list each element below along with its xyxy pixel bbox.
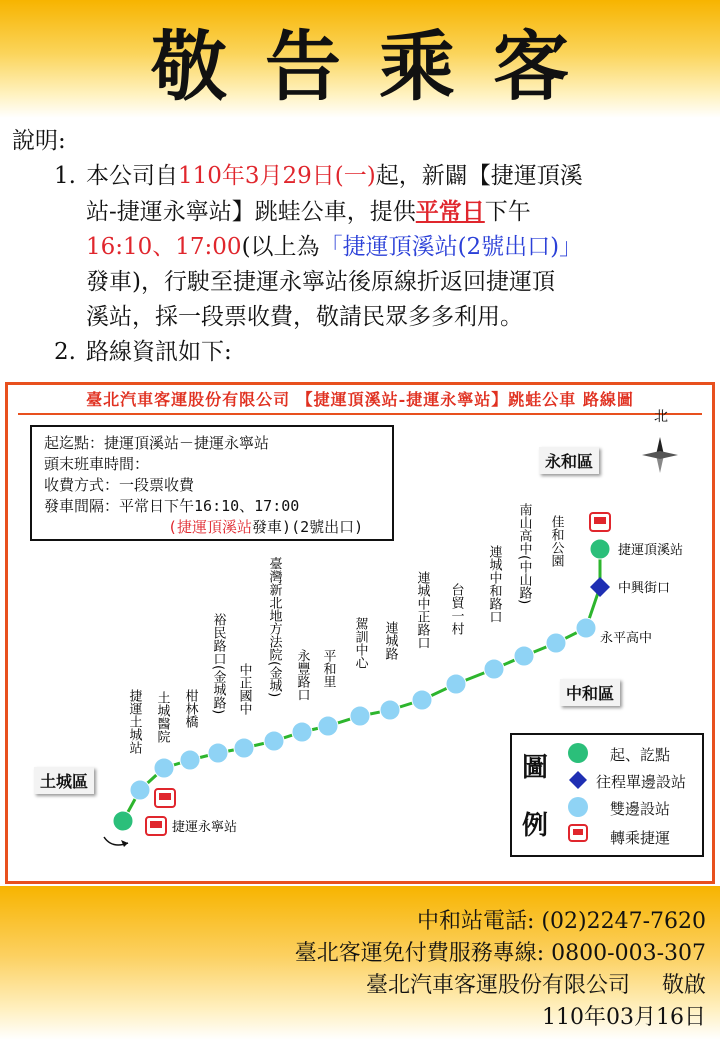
notice-line <box>86 194 712 230</box>
notice-item-1 <box>12 159 712 335</box>
mrt-icon <box>590 513 610 531</box>
legend-both: 雙邊設站 <box>610 800 671 818</box>
info-red: (捷運頂溪站 <box>168 518 253 536</box>
stop-label-dingxi: 捷運頂溪站 <box>618 543 684 558</box>
arrowhead-icon <box>121 840 128 847</box>
notice-item-2 <box>12 335 712 370</box>
stop-marker-liancheng <box>380 700 400 720</box>
notice-line <box>86 159 712 194</box>
stop-label-liancheng: 連城路 <box>382 621 398 660</box>
stop-label-yongping: 永平高中 <box>600 631 653 646</box>
start-date: 110年3月29日(一) <box>178 163 376 189</box>
mrt-transfer-icon-fill <box>573 829 583 835</box>
footer-banner <box>0 886 720 1040</box>
stop-marker-liancheng-zhongzheng <box>412 690 432 710</box>
stop-marker-yumin <box>208 743 228 763</box>
notice-line: 發車)，行駛至捷運永寧站後原線折返回捷運頂 <box>86 269 555 295</box>
info-rest: 發車)(2號出口) <box>252 518 364 536</box>
company-signoff <box>295 970 706 1002</box>
single-side-stop-icon <box>569 771 587 789</box>
stop-marker-tucheng-mrt <box>130 780 150 800</box>
legend-label-bottom: 例 <box>522 811 549 841</box>
compass-label: 北 <box>654 409 668 425</box>
stop-marker-nanshan <box>514 646 534 666</box>
stop-marker-jiaxun <box>350 706 370 726</box>
legend-mrt: 轉乘捷運 <box>610 829 671 847</box>
footer-text <box>295 906 706 1034</box>
info-line: 發車間隔：平常日下午16:10、17:00 <box>44 497 300 515</box>
stop-label-zhongxing: 中興街口 <box>618 581 671 596</box>
stop-label-yumin: 裕民路口(金城路) <box>210 613 226 715</box>
weekday-label: 平常日 <box>415 198 485 225</box>
legend-symbols <box>560 735 600 859</box>
text: (以上為 <box>241 234 320 260</box>
both-side-stop-icon <box>568 797 588 817</box>
stop-label-yongning: 捷運永寧站 <box>172 820 238 835</box>
stop-marker-taimao <box>446 674 466 694</box>
stop-label-pinghe: 平和里 <box>320 649 336 688</box>
company-name: 臺北汽車客運股份有限公司 <box>365 973 630 998</box>
legend <box>510 733 704 857</box>
stop-marker-yongping <box>576 618 596 638</box>
route-map <box>5 382 715 884</box>
text: 起，新闢【捷運頂溪 <box>375 163 583 189</box>
stop-label-court: 臺灣新北地方法院(金城) <box>266 557 282 698</box>
notice-date: 110年03月16日 <box>542 1005 706 1030</box>
stop-label-tucheng-hospital: 土城醫院 <box>154 691 170 743</box>
station-phone: 中和站電話: (02)2247-7620 <box>417 909 706 934</box>
stop-label-liancheng-zhongzheng: 連城中正路口 <box>414 571 430 649</box>
legend-single: 往程單邊設站 <box>596 773 687 791</box>
stop-label-nanshan: 南山高中(中山路) <box>516 503 532 605</box>
district-tucheng: 土城區 <box>34 767 94 794</box>
stop-marker-yongning <box>113 811 133 831</box>
notice-line <box>86 230 712 265</box>
mrt-icon <box>146 817 166 835</box>
stop-marker-court <box>264 731 284 751</box>
notice-line: 溪站，採一段票收費，敬請民眾多多利用。 <box>86 304 523 330</box>
stop-label-jiaxun: 駕訓中心 <box>352 617 368 669</box>
info-line: 頭末班車時間： <box>44 455 150 473</box>
stop-marker-ganlin <box>180 750 200 770</box>
info-line: 收費方式：一段票收費 <box>44 476 195 494</box>
stop-label-tucheng-mrt: 捷運土城站 <box>126 689 142 754</box>
mrt-icon <box>155 789 175 807</box>
stop-label-taimao: 台貿一村 <box>448 583 464 635</box>
info-line: 起迄點：捷運頂溪站－捷運永寧站 <box>44 434 270 452</box>
departure-station: 「捷運頂溪站(2號出口)」 <box>319 234 583 260</box>
stop-label-zhongzheng: 中正國中 <box>236 663 252 715</box>
stop-marker-zhongzheng <box>234 738 254 758</box>
stop-marker-jiahe <box>546 633 566 653</box>
legend-terminal: 起、訖點 <box>610 746 671 764</box>
map-title: 臺北汽車客運股份有限公司 【捷運頂溪站-捷運永寧站】跳蛙公車 路線圖 <box>86 390 634 409</box>
stop-marker-tucheng-hospital <box>154 758 174 778</box>
stop-marker-zhongxing <box>590 577 610 597</box>
stop-marker-dingxi <box>590 539 610 559</box>
text: 本公司自 <box>86 163 178 189</box>
stop-marker-yongfeng <box>292 722 312 742</box>
text: 下午 <box>484 199 531 225</box>
district-yonghe: 永和區 <box>539 447 599 474</box>
stop-marker-pinghe <box>318 716 338 736</box>
header-banner <box>0 0 720 118</box>
legend-label-top: 圖 <box>522 753 549 783</box>
stop-label-liancheng-zhonghe: 連城中和路口 <box>486 545 502 623</box>
notice-intro: 說明: <box>12 128 66 154</box>
compass-icon <box>642 409 678 473</box>
stop-label-jiahe: 佳和公園 <box>548 515 564 567</box>
page-title: 敬告乘客 <box>151 22 607 111</box>
text: 站-捷運永寧站】跳蛙公車，提供 <box>86 199 416 225</box>
stop-label-ganlin: 柑林橋 <box>182 689 198 728</box>
departure-times: 16:10、17:00 <box>86 234 242 260</box>
terminal-stop-icon <box>568 743 588 763</box>
district-zhonghe: 中和區 <box>560 679 620 706</box>
hotline: 臺北客運免付費服務專線: 0800-003-307 <box>294 941 706 966</box>
stop-label-yongfeng: 永豐路口 <box>294 649 310 701</box>
item-number: 2. <box>54 339 76 365</box>
respect-word: 敬啟 <box>661 973 706 998</box>
stop-marker-liancheng-zhonghe <box>484 659 504 679</box>
notice-body <box>12 124 712 370</box>
item-number: 1. <box>54 163 76 189</box>
notice-line: 路線資訊如下: <box>86 339 232 365</box>
